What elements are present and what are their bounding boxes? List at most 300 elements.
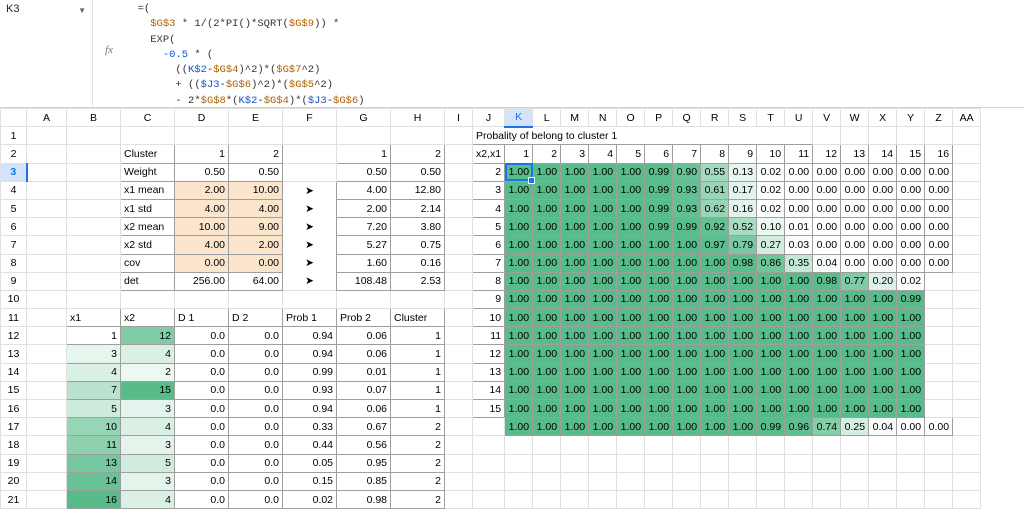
empty-cell[interactable] <box>67 272 121 290</box>
empty-cell[interactable] <box>505 454 533 472</box>
matrix-cell[interactable]: 0.00 <box>869 236 897 254</box>
matrix-cell[interactable]: 1.00 <box>617 400 645 418</box>
matrix-cell[interactable]: 1.00 <box>645 236 673 254</box>
empty-cell[interactable] <box>785 472 813 490</box>
matrix-cell[interactable]: 1.00 <box>561 254 589 272</box>
matrix-row-header[interactable]: 8 <box>473 272 505 290</box>
param-c1-value[interactable]: 10.00 <box>175 218 229 236</box>
empty-cell[interactable] <box>729 490 757 508</box>
empty-cell[interactable] <box>589 472 617 490</box>
matrix-cell[interactable]: 1.00 <box>533 199 561 217</box>
empty-cell[interactable] <box>561 472 589 490</box>
empty-cell[interactable] <box>953 309 981 327</box>
matrix-cell[interactable]: 1.00 <box>645 254 673 272</box>
data-x1[interactable]: 1 <box>67 327 121 345</box>
empty-cell[interactable] <box>473 418 505 436</box>
empty-cell[interactable] <box>897 472 925 490</box>
matrix-cell[interactable]: 0.97 <box>701 236 729 254</box>
matrix-cell[interactable]: 1.00 <box>589 218 617 236</box>
empty-cell[interactable] <box>953 218 981 236</box>
empty-cell[interactable] <box>27 454 67 472</box>
matrix-cell[interactable]: 0.00 <box>841 254 869 272</box>
matrix-row-header[interactable]: 3 <box>473 181 505 199</box>
matrix-cell[interactable]: 0.98 <box>813 272 841 290</box>
empty-cell[interactable] <box>27 236 67 254</box>
matrix-cell[interactable]: 1.00 <box>533 290 561 308</box>
data-x1[interactable]: 7 <box>67 381 121 399</box>
column-header-v[interactable]: V <box>813 109 841 127</box>
empty-cell[interactable] <box>283 163 337 181</box>
empty-cell[interactable] <box>27 472 67 490</box>
matrix-cell[interactable]: 1.00 <box>785 400 813 418</box>
empty-cell[interactable] <box>445 127 473 145</box>
data-prob2[interactable]: 0.01 <box>337 363 391 381</box>
data-x2[interactable]: 15 <box>121 381 175 399</box>
matrix-cell[interactable]: 0.00 <box>841 199 869 217</box>
matrix-cell[interactable]: 1.00 <box>589 309 617 327</box>
column-header-o[interactable]: O <box>617 109 645 127</box>
empty-cell[interactable] <box>391 127 445 145</box>
param-name-x2-mean[interactable]: x2 mean <box>121 218 175 236</box>
matrix-col-header[interactable]: 5 <box>617 145 645 163</box>
empty-cell[interactable] <box>645 472 673 490</box>
matrix-cell[interactable]: 1.00 <box>729 327 757 345</box>
matrix-cell[interactable]: 1.00 <box>701 381 729 399</box>
column-header-b[interactable]: B <box>67 109 121 127</box>
empty-cell[interactable] <box>645 454 673 472</box>
empty-cell[interactable] <box>589 454 617 472</box>
row-header-16[interactable]: 16 <box>1 400 27 418</box>
row-header-17[interactable]: 17 <box>1 418 27 436</box>
data-x1[interactable]: 10 <box>67 418 121 436</box>
matrix-cell[interactable]: 1.00 <box>617 218 645 236</box>
row-header-15[interactable]: 15 <box>1 381 27 399</box>
empty-cell[interactable] <box>785 490 813 508</box>
matrix-cell[interactable]: 1.00 <box>729 345 757 363</box>
matrix-cell[interactable]: 1.00 <box>673 327 701 345</box>
matrix-col-header[interactable]: 14 <box>869 145 897 163</box>
column-header-i[interactable]: I <box>445 109 473 127</box>
matrix-cell[interactable]: 1.00 <box>533 363 561 381</box>
empty-cell[interactable] <box>445 145 473 163</box>
matrix-cell[interactable]: 1.00 <box>561 363 589 381</box>
matrix-cell[interactable]: 0.99 <box>645 181 673 199</box>
matrix-cell[interactable]: 1.00 <box>701 290 729 308</box>
empty-cell[interactable] <box>391 290 445 308</box>
data-x2[interactable]: 4 <box>121 490 175 508</box>
data-cluster[interactable]: 1 <box>391 363 445 381</box>
column-header-aa[interactable]: AA <box>953 109 981 127</box>
empty-cell[interactable] <box>473 472 505 490</box>
data-prob2[interactable]: 0.67 <box>337 418 391 436</box>
data-prob1[interactable]: 0.93 <box>283 381 337 399</box>
row-header-10[interactable]: 10 <box>1 290 27 308</box>
empty-cell[interactable] <box>897 127 925 145</box>
data-x2[interactable]: 3 <box>121 400 175 418</box>
matrix-cell[interactable]: 1.00 <box>533 381 561 399</box>
matrix-cell[interactable]: 1.00 <box>673 254 701 272</box>
empty-cell[interactable] <box>445 199 473 217</box>
empty-cell[interactable] <box>953 363 981 381</box>
matrix-cell[interactable]: 1.00 <box>561 327 589 345</box>
column-header-e[interactable]: E <box>229 109 283 127</box>
matrix-cell[interactable]: 0.00 <box>785 163 813 181</box>
matrix-cell[interactable]: 1.00 <box>729 272 757 290</box>
matrix-cell[interactable]: 1.00 <box>533 400 561 418</box>
empty-cell[interactable] <box>445 290 473 308</box>
matrix-cell[interactable]: 1.00 <box>757 400 785 418</box>
matrix-cell[interactable]: 0.17 <box>729 181 757 199</box>
empty-cell[interactable] <box>445 345 473 363</box>
empty-cell[interactable] <box>953 345 981 363</box>
matrix-cell[interactable]: 1.00 <box>505 309 533 327</box>
empty-cell[interactable] <box>757 454 785 472</box>
result-header-c1[interactable]: 1 <box>337 145 391 163</box>
matrix-cell[interactable]: 1.00 <box>617 163 645 181</box>
empty-cell[interactable] <box>445 163 473 181</box>
row-header-6[interactable]: 6 <box>1 218 27 236</box>
data-header-prob-1[interactable]: Prob 1 <box>283 309 337 327</box>
data-d1[interactable]: 0.0 <box>175 454 229 472</box>
matrix-cell[interactable]: 0.00 <box>813 181 841 199</box>
empty-cell[interactable] <box>27 418 67 436</box>
matrix-cell[interactable]: 1.00 <box>701 400 729 418</box>
empty-cell[interactable] <box>925 127 953 145</box>
empty-cell[interactable] <box>953 254 981 272</box>
data-cluster[interactable]: 2 <box>391 436 445 454</box>
column-header-j[interactable]: J <box>473 109 505 127</box>
matrix-cell[interactable]: 0.96 <box>785 418 813 436</box>
column-header-w[interactable]: W <box>841 109 869 127</box>
empty-cell[interactable] <box>953 236 981 254</box>
matrix-cell[interactable]: 1.00 <box>617 381 645 399</box>
matrix-cell[interactable]: 1.00 <box>617 236 645 254</box>
empty-cell[interactable] <box>757 436 785 454</box>
matrix-row-header[interactable]: 14 <box>473 381 505 399</box>
matrix-cell[interactable]: 0.00 <box>925 254 953 272</box>
empty-cell[interactable] <box>67 145 121 163</box>
result-c2-value[interactable]: 2.14 <box>391 199 445 217</box>
param-c1-value[interactable]: 2.00 <box>175 181 229 199</box>
param-name-x2-std[interactable]: x2 std <box>121 236 175 254</box>
empty-cell[interactable] <box>841 436 869 454</box>
matrix-cell[interactable]: 0.77 <box>841 272 869 290</box>
empty-cell[interactable] <box>175 127 229 145</box>
param-c2-value[interactable]: 9.00 <box>229 218 283 236</box>
matrix-row-header[interactable]: 6 <box>473 236 505 254</box>
result-c1-value[interactable]: 4.00 <box>337 181 391 199</box>
matrix-cell[interactable]: 1.00 <box>701 418 729 436</box>
empty-cell[interactable] <box>473 454 505 472</box>
data-x1[interactable]: 11 <box>67 436 121 454</box>
column-header-k[interactable]: K <box>505 109 533 127</box>
empty-cell[interactable] <box>445 218 473 236</box>
param-name-x1-mean[interactable]: x1 mean <box>121 181 175 199</box>
column-header-a[interactable]: A <box>27 109 67 127</box>
data-d2[interactable]: 0.0 <box>229 418 283 436</box>
empty-cell[interactable] <box>561 454 589 472</box>
matrix-cell[interactable]: 1.00 <box>701 309 729 327</box>
matrix-cell[interactable]: 1.00 <box>617 254 645 272</box>
matrix-cell[interactable]: 1.00 <box>673 345 701 363</box>
empty-cell[interactable] <box>925 472 953 490</box>
column-header-g[interactable]: G <box>337 109 391 127</box>
matrix-cell[interactable]: 1.00 <box>561 181 589 199</box>
empty-cell[interactable] <box>445 272 473 290</box>
matrix-cell[interactable]: 0.79 <box>729 236 757 254</box>
empty-cell[interactable] <box>27 327 67 345</box>
matrix-cell[interactable]: 0.62 <box>701 199 729 217</box>
arrow-icon[interactable]: ➤ <box>283 218 337 236</box>
empty-cell[interactable] <box>121 290 175 308</box>
matrix-cell[interactable]: 0.00 <box>841 163 869 181</box>
row-header-13[interactable]: 13 <box>1 345 27 363</box>
matrix-col-header[interactable]: 4 <box>589 145 617 163</box>
result-c1-value[interactable]: 108.48 <box>337 272 391 290</box>
matrix-cell[interactable]: 1.00 <box>785 272 813 290</box>
name-box[interactable] <box>0 0 93 107</box>
matrix-cell[interactable]: 0.98 <box>729 254 757 272</box>
data-prob2[interactable]: 0.07 <box>337 381 391 399</box>
empty-cell[interactable] <box>701 472 729 490</box>
matrix-cell[interactable]: 0.00 <box>841 218 869 236</box>
matrix-cell[interactable]: 1.00 <box>505 272 533 290</box>
empty-cell[interactable] <box>27 163 67 181</box>
data-cluster[interactable]: 2 <box>391 454 445 472</box>
matrix-cell[interactable]: 1.00 <box>841 290 869 308</box>
empty-cell[interactable] <box>897 490 925 508</box>
param-c2-value[interactable]: 4.00 <box>229 199 283 217</box>
data-prob2[interactable]: 0.95 <box>337 454 391 472</box>
empty-cell[interactable] <box>953 290 981 308</box>
arrow-icon[interactable]: ➤ <box>283 181 337 199</box>
empty-cell[interactable] <box>813 436 841 454</box>
empty-cell[interactable] <box>897 454 925 472</box>
row-header-21[interactable]: 21 <box>1 490 27 508</box>
empty-cell[interactable] <box>785 454 813 472</box>
matrix-cell[interactable]: 1.00 <box>561 345 589 363</box>
data-d1[interactable]: 0.0 <box>175 418 229 436</box>
empty-cell[interactable] <box>953 327 981 345</box>
matrix-row-header[interactable]: 13 <box>473 363 505 381</box>
empty-cell[interactable] <box>701 436 729 454</box>
sheet-grid[interactable] <box>0 108 1024 506</box>
matrix-cell[interactable]: 1.00 <box>785 363 813 381</box>
empty-cell[interactable] <box>445 236 473 254</box>
empty-cell[interactable] <box>229 290 283 308</box>
data-prob1[interactable]: 0.33 <box>283 418 337 436</box>
empty-cell[interactable] <box>617 436 645 454</box>
matrix-cell[interactable]: 1.00 <box>897 309 925 327</box>
matrix-col-header[interactable]: 11 <box>785 145 813 163</box>
matrix-cell[interactable]: 0.04 <box>869 418 897 436</box>
matrix-cell[interactable]: 1.00 <box>645 418 673 436</box>
data-header-x2[interactable]: x2 <box>121 309 175 327</box>
data-d1[interactable]: 0.0 <box>175 363 229 381</box>
data-x2[interactable]: 5 <box>121 454 175 472</box>
column-header-n[interactable]: N <box>589 109 617 127</box>
matrix-cell[interactable]: 1.00 <box>617 290 645 308</box>
matrix-cell[interactable]: 1.00 <box>757 309 785 327</box>
matrix-cell[interactable]: 1.00 <box>505 199 533 217</box>
empty-cell[interactable] <box>729 454 757 472</box>
row-header-8[interactable]: 8 <box>1 254 27 272</box>
empty-cell[interactable] <box>925 381 953 399</box>
data-cluster[interactable]: 1 <box>391 381 445 399</box>
matrix-cell[interactable]: 1.00 <box>897 381 925 399</box>
column-header-c[interactable]: C <box>121 109 175 127</box>
empty-cell[interactable] <box>841 490 869 508</box>
data-d2[interactable]: 0.0 <box>229 490 283 508</box>
matrix-cell[interactable]: 1.00 <box>757 363 785 381</box>
empty-cell[interactable] <box>283 145 337 163</box>
data-d2[interactable]: 0.0 <box>229 454 283 472</box>
empty-cell[interactable] <box>869 436 897 454</box>
empty-cell[interactable] <box>445 490 473 508</box>
matrix-cell[interactable]: 0.35 <box>785 254 813 272</box>
matrix-cell[interactable]: 0.16 <box>729 199 757 217</box>
empty-cell[interactable] <box>925 454 953 472</box>
empty-cell[interactable] <box>27 400 67 418</box>
empty-cell[interactable] <box>953 400 981 418</box>
data-x2[interactable]: 12 <box>121 327 175 345</box>
empty-cell[interactable] <box>27 436 67 454</box>
column-header-r[interactable]: R <box>701 109 729 127</box>
arrow-icon[interactable]: ➤ <box>283 272 337 290</box>
param-c1-value[interactable]: 0.00 <box>175 254 229 272</box>
matrix-cell[interactable]: 1.00 <box>589 381 617 399</box>
matrix-cell[interactable]: 1.00 <box>617 327 645 345</box>
matrix-corner-label[interactable]: x2,x1 <box>473 145 505 163</box>
matrix-cell[interactable]: 0.00 <box>841 181 869 199</box>
data-x1[interactable]: 3 <box>67 345 121 363</box>
matrix-cell[interactable]: 1.00 <box>617 418 645 436</box>
matrix-cell[interactable]: 0.74 <box>813 418 841 436</box>
matrix-cell[interactable]: 1.00 <box>701 272 729 290</box>
matrix-cell[interactable]: 0.00 <box>813 236 841 254</box>
param-name-weight[interactable]: Weight <box>121 163 175 181</box>
column-header-q[interactable]: Q <box>673 109 701 127</box>
matrix-cell[interactable]: 0.93 <box>673 199 701 217</box>
matrix-cell[interactable]: 1.00 <box>869 309 897 327</box>
empty-cell[interactable] <box>673 472 701 490</box>
matrix-cell[interactable]: 1.00 <box>869 400 897 418</box>
matrix-cell[interactable]: 0.61 <box>701 181 729 199</box>
matrix-col-header[interactable]: 9 <box>729 145 757 163</box>
empty-cell[interactable] <box>589 490 617 508</box>
matrix-cell[interactable]: 1.00 <box>505 254 533 272</box>
data-d1[interactable]: 0.0 <box>175 381 229 399</box>
column-header-s[interactable]: S <box>729 109 757 127</box>
matrix-cell[interactable]: 1.00 <box>561 418 589 436</box>
data-d2[interactable]: 0.0 <box>229 381 283 399</box>
matrix-row-header[interactable]: 12 <box>473 345 505 363</box>
matrix-cell[interactable]: 1.00 <box>645 363 673 381</box>
matrix-cell[interactable]: 1.00 <box>785 309 813 327</box>
data-x2[interactable]: 3 <box>121 472 175 490</box>
empty-cell[interactable] <box>617 490 645 508</box>
matrix-cell[interactable]: 1.00 <box>505 218 533 236</box>
empty-cell[interactable] <box>27 345 67 363</box>
matrix-cell[interactable]: 1.00 <box>505 327 533 345</box>
empty-cell[interactable] <box>785 436 813 454</box>
data-x1[interactable]: 16 <box>67 490 121 508</box>
column-header-u[interactable]: U <box>785 109 813 127</box>
empty-cell[interactable] <box>953 145 981 163</box>
empty-cell[interactable] <box>445 454 473 472</box>
matrix-cell[interactable]: 1.00 <box>729 290 757 308</box>
empty-cell[interactable] <box>337 127 391 145</box>
param-table-header-c1[interactable]: 1 <box>175 145 229 163</box>
empty-cell[interactable] <box>533 490 561 508</box>
matrix-cell[interactable]: 1.00 <box>505 363 533 381</box>
data-header-prob-2[interactable]: Prob 2 <box>337 309 391 327</box>
empty-cell[interactable] <box>67 254 121 272</box>
empty-cell[interactable] <box>27 381 67 399</box>
select-all-corner[interactable] <box>1 109 27 127</box>
empty-cell[interactable] <box>445 181 473 199</box>
param-c1-value[interactable]: 0.50 <box>175 163 229 181</box>
empty-cell[interactable] <box>813 127 841 145</box>
matrix-cell[interactable]: 0.27 <box>757 236 785 254</box>
arrow-icon[interactable]: ➤ <box>283 199 337 217</box>
empty-cell[interactable] <box>27 309 67 327</box>
matrix-cell[interactable]: 1.00 <box>813 327 841 345</box>
param-c2-value[interactable]: 2.00 <box>229 236 283 254</box>
matrix-cell[interactable]: 1.00 <box>533 272 561 290</box>
matrix-cell[interactable]: 1.00 <box>645 309 673 327</box>
data-cluster[interactable]: 2 <box>391 490 445 508</box>
matrix-col-header[interactable]: 12 <box>813 145 841 163</box>
matrix-cell[interactable]: 0.02 <box>757 163 785 181</box>
column-header-x[interactable]: X <box>869 109 897 127</box>
matrix-cell[interactable]: 1.00 <box>533 163 561 181</box>
row-header-20[interactable]: 20 <box>1 472 27 490</box>
empty-cell[interactable] <box>869 454 897 472</box>
param-c2-value[interactable]: 10.00 <box>229 181 283 199</box>
matrix-col-header[interactable]: 6 <box>645 145 673 163</box>
row-header-3[interactable]: 3 <box>1 163 27 181</box>
matrix-cell[interactable]: 1.00 <box>589 181 617 199</box>
empty-cell[interactable] <box>925 309 953 327</box>
matrix-cell[interactable]: 1.00 <box>673 381 701 399</box>
matrix-cell[interactable]: 0.04 <box>813 254 841 272</box>
param-table-header-c2[interactable]: 2 <box>229 145 283 163</box>
empty-cell[interactable] <box>67 127 121 145</box>
matrix-cell[interactable]: 1.00 <box>841 345 869 363</box>
matrix-row-header[interactable]: 11 <box>473 327 505 345</box>
empty-cell[interactable] <box>533 472 561 490</box>
matrix-cell[interactable]: 1.00 <box>561 236 589 254</box>
data-d2[interactable]: 0.0 <box>229 327 283 345</box>
matrix-cell[interactable]: 0.10 <box>757 218 785 236</box>
data-cluster[interactable]: 1 <box>391 345 445 363</box>
matrix-cell[interactable]: 1.00 <box>617 181 645 199</box>
empty-cell[interactable] <box>869 490 897 508</box>
empty-cell[interactable] <box>953 272 981 290</box>
matrix-cell[interactable]: 1.00 <box>589 199 617 217</box>
empty-cell[interactable] <box>445 436 473 454</box>
matrix-cell[interactable]: 0.00 <box>897 163 925 181</box>
matrix-cell[interactable]: 1.00 <box>729 381 757 399</box>
matrix-cell[interactable]: 0.55 <box>701 163 729 181</box>
matrix-row-header[interactable]: 15 <box>473 400 505 418</box>
data-d1[interactable]: 0.0 <box>175 436 229 454</box>
matrix-cell[interactable]: 1.00 <box>533 218 561 236</box>
matrix-cell[interactable]: 1.00 <box>505 181 533 199</box>
result-c2-value[interactable]: 12.80 <box>391 181 445 199</box>
matrix-cell[interactable]: 1.00 <box>757 381 785 399</box>
